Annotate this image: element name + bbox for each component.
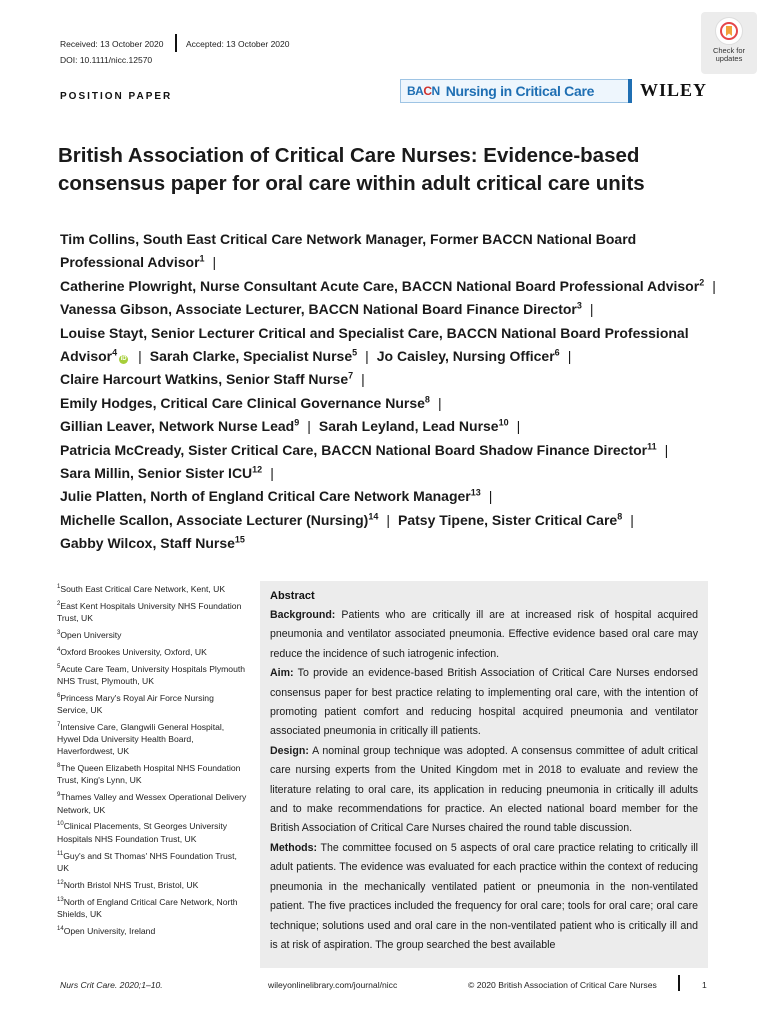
affiliation-ref[interactable]: 13 <box>470 487 481 498</box>
affiliation-ref[interactable]: 15 <box>234 534 245 545</box>
page-number: 1 <box>702 980 707 990</box>
affiliation-item: $^3$Open University <box>57 629 122 640</box>
bookmark-icon <box>715 17 743 45</box>
separator: | <box>712 277 716 294</box>
author-name[interactable]: Advisor <box>60 348 113 365</box>
author-name[interactable]: Michelle Scallon, Associate Lecturer (Nursing) <box>60 511 369 528</box>
affiliation-ref[interactable]: 2 <box>699 277 705 288</box>
affiliation-item: $^{14}$Open University, Ireland <box>57 925 156 936</box>
author-name[interactable]: Louise Stayt, Senior Lecturer Critical and Specialist Care, BACCN National Board Professional <box>60 324 689 341</box>
affiliation-list <box>57 583 247 942</box>
orcid-icon[interactable]: iD <box>120 356 127 363</box>
journal-name: Nursing in Critical Care <box>445 83 595 99</box>
abstract-aim: Aim: To provide an evidence-based British Association of Critical Care Nurses endorsed consensus paper for best practice relating to implementing oral care, with the intention of promoting patient comfort and reducing hospital acquired pneumonia and ventilator associated pneumonia in critically ill patients. <box>270 667 698 738</box>
affiliation-ref[interactable]: 4 <box>112 347 118 358</box>
author-list <box>60 228 740 556</box>
author-name[interactable]: Gabby Wilcox, Staff Nurse <box>60 535 235 552</box>
separator: | <box>488 488 493 505</box>
affiliation-ref[interactable]: 14 <box>368 511 379 522</box>
affiliation-item: $^4$Oxford Brookes University, Oxford, UK <box>57 646 207 657</box>
affiliation-item: $^{13}$North of England Critical Care Network, North Shields, UK <box>57 896 238 919</box>
author-name[interactable]: Patricia McCready, Sister Critical Care, BACCN National Board Shadow Finance Director <box>60 441 648 458</box>
author-name[interactable]: Claire Harcourt Watkins, Senior Staff Nurse <box>60 371 349 388</box>
affiliation-item: $^9$Thames Valley and Wessex Operational Delivery Network, UK <box>57 792 247 815</box>
footer-citation: Nurs Crit Care. 2020;1–10. <box>60 980 163 990</box>
author-name[interactable]: Patsy Tipene, Sister Critical Care <box>398 511 618 528</box>
received-date: Received: 13 October 2020 <box>60 39 164 49</box>
separator: | <box>589 301 594 318</box>
footer-url[interactable]: wileyonlinelibrary.com/journal/nicc <box>268 980 398 990</box>
affiliation-item: $^{12}$North Bristol NHS Trust, Bristol, UK <box>57 879 199 890</box>
author-name[interactable]: Julie Platten, North of England Critical Care Network Manager <box>60 488 471 505</box>
accepted-date: Accepted: 13 October 2020 <box>186 39 290 49</box>
author-name[interactable]: Tim Collins, South East Critical Care Network Manager, Former BACCN National Board <box>60 231 637 247</box>
abstract-body <box>270 606 698 955</box>
meta-divider <box>175 34 177 52</box>
separator: | <box>516 418 521 435</box>
journal-logo-accent <box>628 79 632 103</box>
separator: | <box>386 511 390 528</box>
affiliation-ref[interactable]: 12 <box>252 464 263 475</box>
journal-logo[interactable] <box>400 79 630 103</box>
author-name[interactable]: Vanessa Gibson, Associate Lecturer, BACCN National Board Finance Director <box>60 301 577 318</box>
badge-label-1: Check for <box>712 46 746 55</box>
separator: | <box>138 348 142 365</box>
affiliation-item: $^6$Princess Mary's Royal Air Force Nursing Service, UK <box>57 692 214 716</box>
author-name[interactable]: Jo Caisley, Nursing Officer <box>376 348 555 365</box>
affiliation-ref[interactable]: 1 <box>199 253 205 264</box>
affiliation-ref[interactable]: 10 <box>498 417 509 428</box>
publisher-logo: WILEY <box>640 80 708 100</box>
separator: | <box>212 254 217 271</box>
affiliation-ref[interactable]: 6 <box>554 347 560 358</box>
author-name[interactable]: Sarah Leyland, Lead Nurse <box>318 418 499 435</box>
footer-copyright: © 2020 British Association of Critical Care Nurses <box>468 980 657 990</box>
separator: | <box>270 465 274 482</box>
abstract-heading: Abstract <box>270 590 315 602</box>
baccn-mark: BACN <box>407 84 440 98</box>
separator: | <box>664 441 669 458</box>
affiliation-item: $^7$Intensive Care, Glangwili General Hospital, Hywel Dda University Health Board, Haverfordwest, UK <box>57 721 225 757</box>
affiliation-ref[interactable]: 5 <box>352 347 358 358</box>
abstract-box <box>260 581 708 968</box>
affiliation-item: $^5$Acute Care Team, University Hospitals Plymouth NHS Trust, Plymouth, UK <box>57 663 246 686</box>
affiliation-item: $^{11}$Guy's and St Thomas' NHS Foundation Trust, UK <box>57 850 237 873</box>
affiliation-item: $^8$The Queen Elizabeth Hospital NHS Foundation Trust, King's Lynn, UK <box>57 763 241 786</box>
badge-label-2: updates <box>715 54 743 63</box>
author-name[interactable]: Sara Millin, Senior Sister ICU <box>60 465 253 482</box>
author-name[interactable]: Emily Hodges, Critical Care Clinical Governance Nurse <box>60 394 425 411</box>
separator: | <box>365 348 369 365</box>
author-name[interactable]: Catherine Plowright, Nurse Consultant Acute Care, BACCN National Board Professional Advisor <box>60 277 700 294</box>
abstract-methods: Methods: The committee focused on 5 aspects of oral care practice relating to critically ill adult patients. The evidence was evaluated for each practice within the context of reducing pneumonia in the mechanically ventilated patient or pneumonia in the non-ventilated patient. The five practices included the frequency for oral care; tools for oral care; oral care technique; solutions used and oral care in the non-ventilated patient who is critically ill and is at risk of aspiration. The group searched the best available <box>270 841 698 951</box>
author-name[interactable]: Professional Advisor <box>60 254 200 271</box>
author-name[interactable]: Sarah Clarke, Specialist Nurse <box>149 348 353 365</box>
footer-divider <box>678 975 680 991</box>
check-for-updates-badge[interactable] <box>701 12 757 74</box>
separator: | <box>361 371 365 388</box>
affiliation-item: $^1$South East Critical Care Network, Kent, UK <box>57 584 226 594</box>
affiliation-ref[interactable]: 8 <box>617 511 623 522</box>
separator: | <box>307 418 311 435</box>
affiliation-ref[interactable]: 11 <box>647 441 657 451</box>
affiliation-ref[interactable]: 8 <box>424 394 430 405</box>
doi[interactable]: DOI: 10.1111/nicc.12570 <box>60 55 153 65</box>
abstract-design: Design: A nominal group technique was adopted. A consensus committee of adult critical care nursing experts from the United Kingdom met in 2018 to evaluate and review the literature relating to oral care, its application in reducing pneumonia in critically ill adults and to make recommendations for practice. An elected national board member for the British Association of Critical Care Nurses chaired the round table discussion. <box>270 744 698 835</box>
abstract-background: Background: Patients who are critically ill are at increased risk of hospital acquired pneumonia and ventilator associated pneumonia. Effective evidence based oral care may reduce the incidence of such iatrogenic infection. <box>270 609 698 660</box>
separator: | <box>437 394 442 411</box>
author-name[interactable]: Gillian Leaver, Network Nurse Lead <box>60 418 295 435</box>
article-type: POSITION PAPER <box>60 91 173 102</box>
affiliation-ref[interactable]: 9 <box>294 417 300 428</box>
article-title: British Association of Critical Care Nurses: Evidence-based consensus paper for oral care within adult critical care units <box>58 144 645 195</box>
affiliation-item: $^{10}$Clinical Placements, St Georges University Hospitals NHS Foundation Trust, UK <box>57 821 228 844</box>
affiliation-item: $^2$East Kent Hospitals University NHS Foundation Trust, UK <box>57 600 242 624</box>
separator: | <box>630 511 634 528</box>
separator: | <box>567 348 572 365</box>
affiliation-ref[interactable]: 3 <box>576 300 582 311</box>
affiliation-ref[interactable]: 7 <box>348 370 354 381</box>
